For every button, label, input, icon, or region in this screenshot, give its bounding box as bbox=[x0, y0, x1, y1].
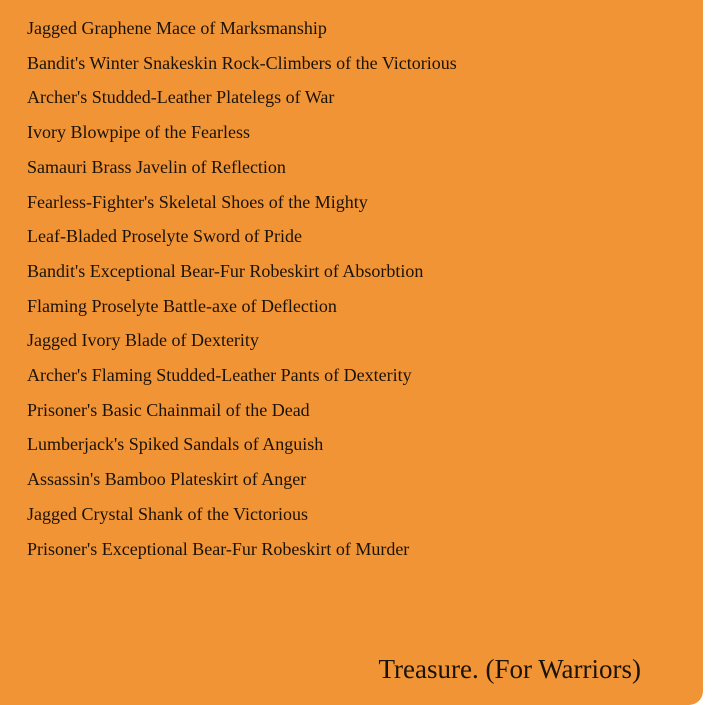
list-item: Archer's Flaming Studded-Leather Pants of Dexterity bbox=[27, 365, 412, 386]
list-item: Flaming Proselyte Battle-axe of Deflection bbox=[27, 295, 337, 316]
list-item: Ivory Blowpipe of the Fearless bbox=[27, 122, 250, 143]
list-item: Bandit's Exceptional Bear-Fur Robeskirt of Absorbtion bbox=[27, 260, 424, 281]
list-item: Jagged Ivory Blade of Dexterity bbox=[27, 330, 259, 351]
list-item: Prisoner's Exceptional Bear-Fur Robeskirt of Murder bbox=[27, 538, 410, 559]
treasure-item-list bbox=[27, 11, 457, 566]
list-item: Jagged Graphene Mace of Marksmanship bbox=[27, 18, 327, 38]
list-item: Lumberjack's Spiked Sandals of Anguish bbox=[27, 434, 324, 455]
list-item: Archer's Studded-Leather Platelegs of War bbox=[27, 87, 335, 108]
list-item: Bandit's Winter Snakeskin Rock-Climbers of the Victorious bbox=[27, 52, 457, 73]
list-item: Fearless-Fighter's Skeletal Shoes of the Mighty bbox=[27, 191, 368, 212]
list-item: Prisoner's Basic Chainmail of the Dead bbox=[27, 399, 310, 420]
list-item: Assassin's Bamboo Plateskirt of Anger bbox=[27, 469, 307, 490]
list-item: Leaf-Bladed Proselyte Sword of Pride bbox=[27, 226, 302, 247]
list-item: Samauri Brass Javelin of Reflection bbox=[27, 156, 286, 177]
caption: Treasure. (For Warriors) bbox=[378, 654, 641, 684]
list-item: Jagged Crystal Shank of the Victorious bbox=[27, 503, 309, 524]
